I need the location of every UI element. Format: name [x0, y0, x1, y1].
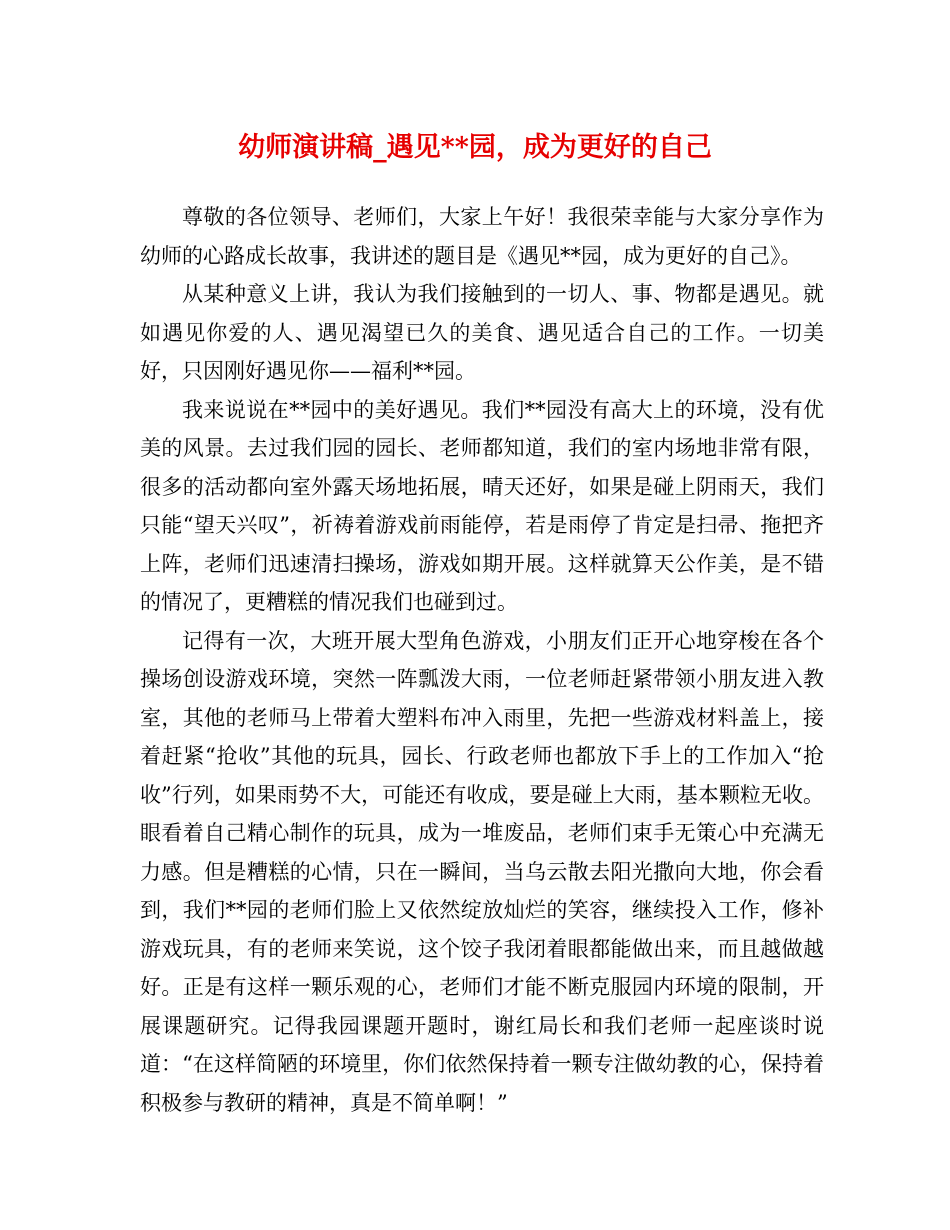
body-paragraph-1: 尊敬的各位领导、老师们，大家上午好！我很荣幸能与大家分享作为幼师的心路成长故事，我讲述的题目是《遇见**园，成为更好的自己》。: [140, 205, 824, 268]
body-paragraph-3: 我来说说在**园中的美好遇见。我们**园没有高大上的环境，没有优美的风景。去过我们园的园长、老师都知道，我们的室内场地非常有限，很多的活动都向室外露天场地拓展，晴天还好，如果是碰上阴雨天，我们只能“望天兴叹”，祈祷着游戏前雨能停，若是雨停了肯定是扫帚、拖把齐上阵，老师们迅速清扫操场，游戏如期开展。这样就算天公作美，是不错的情况了，更糟糕的情况我们也碰到过。: [140, 397, 824, 614]
document-title: 幼师演讲稿_遇见**园，成为更好的自己: [238, 132, 712, 163]
body-paragraph-4: 记得有一次，大班开展大型角色游戏，小朋友们正开心地穿梭在各个操场创设游戏环境，突然一阵瓢泼大雨，一位老师赶紧带领小朋友进入教室，其他的老师马上带着大塑料布冲入雨里，先把一些游戏材料盖上，接着赶紧“抢收”其他的玩具，园长、行政老师也都放下手上的工作加入“抢收”行列，如果雨势不大，可能还有收成，要是碰上大雨，基本颗粒无收。眼看着自己精心制作的玩具，成为一堆废品，老师们束手无策心中充满无力感。但是糟糕的心情，只在一瞬间，当乌云散去阳光撒向大地，你会看到，我们**园的老师们脸上又依然绽放灿烂的笑容，继续投入工作，修补游戏玩具，有的老师来笑说，这个饺子我闭着眼都能做出来，而且越做越好。正是有这样一颗乐观的心，老师们才能不断克服园内环境的限制，开展课题研究。记得我园课题开题时，谢红局长和我们老师一起座谈时说道：“在这样简陋的环境里，你们依然保持着一颗专注做幼教的心，保持着积极参与教研的精神，真是不简单啊！”: [140, 628, 824, 1115]
body-paragraph-2: 从某种意义上讲，我认为我们接触到的一切人、事、物都是遇见。就如遇见你爱的人、遇见渴望已久的美食、遇见适合自己的工作。一切美好，只因刚好遇见你——福利**园。: [140, 282, 824, 383]
document-body: [140, 198, 824, 1122]
